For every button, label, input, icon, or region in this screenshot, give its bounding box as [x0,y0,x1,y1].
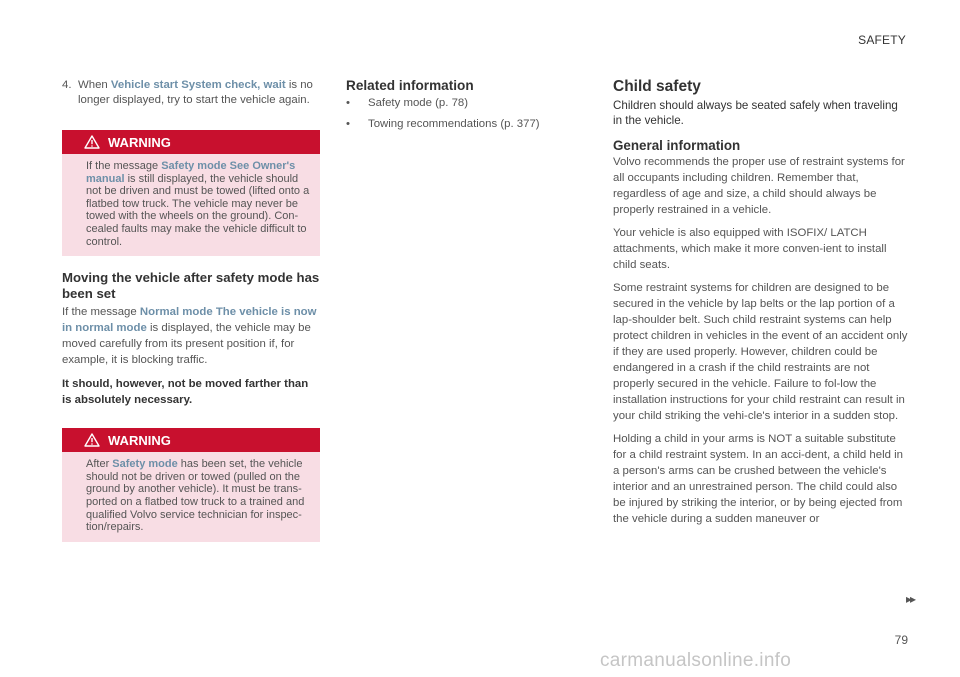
column-left [62,78,320,542]
next-page-arrows-icon[interactable]: ▸▸ [905,592,914,606]
warning-highlight: Safety mode See Owner's manual [86,160,296,185]
list-item[interactable] [346,117,586,132]
watermark: carmanualsonline.info [600,650,792,671]
related-link[interactable]: Towing recommendations (p. 377) [368,118,540,130]
list-item[interactable] [346,96,586,111]
warning-text-post: has been set, the vehicle should not be driven or towed (pulled on the ground by another vehicle). It must be trans-ported on a flatbed tow truck to a trained and qualified Volvo service technician for inspec-tion/repairs. [86,458,305,534]
moving-heading: Moving the vehicle after safety mode has been set [62,270,320,302]
step-number: 4. [62,79,72,91]
moving-paragraph [62,304,320,368]
warning-triangle-icon [84,135,100,149]
step-text-post: is no longer displayed, try to start the vehicle again. [78,79,313,106]
section-header: SAFETY [858,33,906,47]
section-moving [62,270,320,408]
warning-header-1 [62,130,320,154]
warning-body-2 [62,452,320,542]
column-middle [346,78,586,138]
bullet-icon: • [346,118,350,130]
paragraph: Holding a child in your arms is NOT a suitable substitute for a child restraint system. In an acci-dent, a child held in a person's arms can be crushed between the vehicle's interior and an unrestrained person. The child could also be injured by striking the interior, or by being ejected from the vehicle during a sudden maneuver or [613,433,903,525]
child-safety-heading: Child safety [613,78,701,95]
paragraph: Volvo recommends the proper use of restraint systems for all occupants including children. Remember that, regardless of age and size, a child should always be properly restrained in a vehicle. [613,156,905,216]
warning-header-2 [62,428,320,452]
paragraph: Some restraint systems for children are designed to be secured in the vehicle by lap belts or the lap portion of a lap-shoulder belt. Such child restraint systems can help protect children in vehicles in the event of an accident only if they are used properly. However, children could be endangered in a crash if the child restraints are not properly secured in the vehicle. Failure to fol-low the installation instructions for your child restraint can result in your child striking the vehi-cle's interior in a sudden stop. [613,282,908,422]
paragraph: Your vehicle is also equipped with ISOFIX/ LATCH attachments, which make it more conven-ient to install child seats. [613,227,887,271]
moving-text-pre: If the message [62,306,140,319]
related-list [346,96,586,132]
moving-bold-note: It should, however, not be moved farther than is absolutely necessary. [62,378,309,407]
child-safety-lead: Children should always be seated safely when traveling in the vehicle. [613,99,898,127]
related-heading: Related information [346,78,474,93]
step-highlight: Vehicle start System check, wait [110,79,286,91]
warning-box-1 [62,130,320,256]
related-link[interactable]: Safety mode (p. 78) [368,97,469,109]
warning-highlight: Safety mode [112,458,178,471]
step-text-pre: When [78,79,111,91]
warning-text-pre: If the message [86,160,162,172]
step-4 [62,78,320,108]
moving-text-post: is displayed, the vehicle may be moved carefully from its present position if, for example, it is blocking traffic. [62,322,311,367]
moving-highlight: Normal mode The vehicle is now in normal mode [62,306,317,335]
page-number: 79 [894,633,908,647]
column-right [613,78,908,527]
warning-text-pre: After [86,458,113,471]
warning-body-1 [62,154,320,256]
warning-title-2: WARNING [108,432,171,448]
warning-triangle-icon [84,433,100,447]
bullet-icon: • [346,97,350,109]
warning-title-1: WARNING [108,134,171,150]
general-info-heading: General information [613,138,741,153]
warning-text-post: is still displayed, the vehicle should not be driven and must be towed (lifted onto a flatbed tow truck. The vehicle may never be towed with the wheels on the ground). Con-cealed faults may make the vehicle difficult to control. [86,172,310,248]
warning-box-2 [62,428,320,542]
